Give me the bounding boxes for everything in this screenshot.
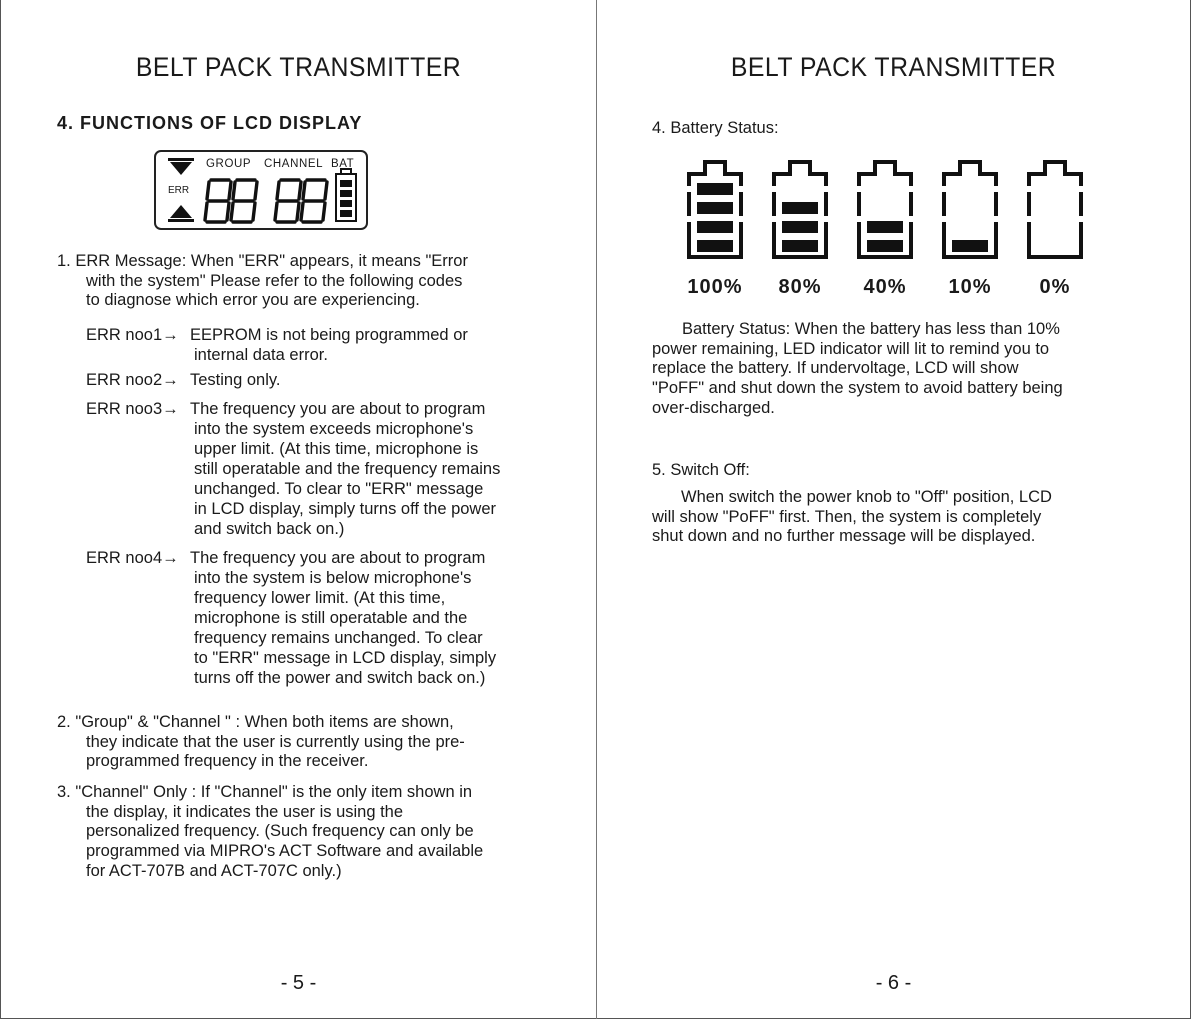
battery-level-bar [697,183,733,195]
page-number: - 6 - [875,972,912,994]
error-code-description: into the system exceeds microphone's [194,420,474,438]
error-code-description: into the system is below microphone's [194,569,472,587]
lcd-segment [229,182,231,199]
battery-level-bar [782,221,818,233]
battery-level-bar [697,221,733,233]
battery-icon [940,158,1000,261]
error-code-description: to "ERR" message in LCD display, simply [194,649,497,667]
item3-line: programmed via MIPRO's ACT Software and available [86,842,484,860]
paragraph-line: replace the battery. If undervoltage, LCD will show [652,359,1019,377]
error-code-label: ERR noo2→ [86,371,179,389]
battery-percent-label: 80% [778,276,822,298]
error-code-description: The frequency you are about to program [190,400,486,418]
error-code-label: ERR noo1→ [86,326,179,344]
battery-percent-label: 10% [948,276,992,298]
paragraph-line: "PoFF" and shut down the system to avoid battery being [652,379,1063,397]
lcd-display-diagram [154,150,368,230]
lcd-segment [231,203,233,220]
item1-line: to diagnose which error you are experiencing. [86,291,420,309]
battery-icon [685,158,745,261]
lcd-segment [297,203,299,220]
error-code-description: upper limit. (At this time, microphone is [194,440,479,458]
error-code-label: ERR noo3→ [86,400,179,418]
lcd-segment [303,182,305,199]
lcd-bat-label: BAT [331,158,355,170]
battery-level-bar [867,240,903,252]
paragraph-line: will show "PoFF" first. Then, the system is completely [652,508,1042,526]
lcd-segment [299,182,301,199]
battery-icon [770,158,830,261]
page-title: BELT PACK TRANSMITTER [730,52,1057,82]
page-6 [596,0,1191,1019]
battery-level-bar [697,202,733,214]
error-code-description: and switch back on.) [194,520,345,538]
lcd-channel-label: CHANNEL [264,158,324,170]
item2-line: 2. "Group" & "Channel " : When both items are shown, [57,713,454,731]
error-code-description: frequency remains unchanged. To clear [194,629,483,647]
item1-line: 1. ERR Message: When "ERR" appears, it means "Error [57,252,468,270]
lcd-segment [275,203,277,220]
item3-line: 3. "Channel" Only : If "Channel" is the only item shown in [57,783,473,801]
battery-percent-label: 0% [1039,276,1071,298]
error-code-description: turns off the power and switch back on.) [194,669,486,687]
down-arrow-icon [168,204,194,222]
battery-status-heading: 4. Battery Status: [652,119,779,137]
lcd-segment [205,203,207,220]
lcd-segment [253,203,255,220]
item3-line: for ACT-707B and ACT-707C only.) [86,862,342,880]
lcd-segment [255,182,257,199]
battery-level-bar [782,240,818,252]
item3-line: personalized frequency. (Such frequency can only be [86,822,474,840]
item2-line: programmed frequency in the receiver. [86,752,369,770]
lcd-group-label: GROUP [206,158,252,170]
lcd-segment [301,203,303,220]
battery-outline [1029,162,1081,257]
item3-line: the display, it indicates the user is using the [86,803,404,821]
error-code-description: microphone is still operatable and the [194,609,468,627]
battery-percent-label: 100% [687,276,743,298]
item1-line: with the system" Please refer to the following codes [86,272,463,290]
item2-line: they indicate that the user is currently using the pre- [86,733,465,751]
switch-off-heading: 5. Switch Off: [652,461,750,479]
error-code-description: The frequency you are about to program [190,549,486,567]
lcd-segment [323,203,325,220]
up-arrow-icon [168,158,194,176]
paragraph-line: over-discharged. [652,399,775,417]
battery-level-bar [697,240,733,252]
lcd-battery-icon [335,168,357,222]
battery-icon [1025,158,1085,261]
error-code-description: unchanged. To clear to "ERR" message [194,480,484,498]
error-code-description: in LCD display, simply turns off the power [194,500,497,518]
lcd-segment [277,182,279,199]
battery-percent-label: 40% [863,276,907,298]
lcd-segment [325,182,327,199]
lcd-segment [207,182,209,199]
battery-level-bar [952,240,988,252]
paragraph-line: When switch the power knob to "Off" position, LCD [681,488,1052,506]
paragraph-line: shut down and no further message will be displayed. [652,527,1036,545]
error-code-description: Testing only. [190,371,281,389]
paragraph-line: Battery Status: When the battery has less than 10% [682,320,1060,338]
seven-segment-digits [203,178,331,224]
error-code-description: internal data error. [194,346,328,364]
battery-level-bar [782,202,818,214]
section-heading: 4. FUNCTIONS OF LCD DISPLAY [57,113,363,133]
battery-level-bar [867,221,903,233]
page-number: - 5 - [280,972,317,994]
error-code-description: frequency lower limit. (At this time, [194,589,446,607]
error-code-label: ERR noo4→ [86,549,179,567]
lcd-err-indicator: ERR [168,185,190,196]
battery-icon [855,158,915,261]
error-code-description: still operatable and the frequency remains [194,460,501,478]
error-code-description: EEPROM is not being programmed or [190,326,468,344]
lcd-segment [233,182,235,199]
paragraph-line: power remaining, LED indicator will lit to remind you to [652,340,1050,358]
lcd-segment [227,203,229,220]
page-title: BELT PACK TRANSMITTER [135,52,462,82]
